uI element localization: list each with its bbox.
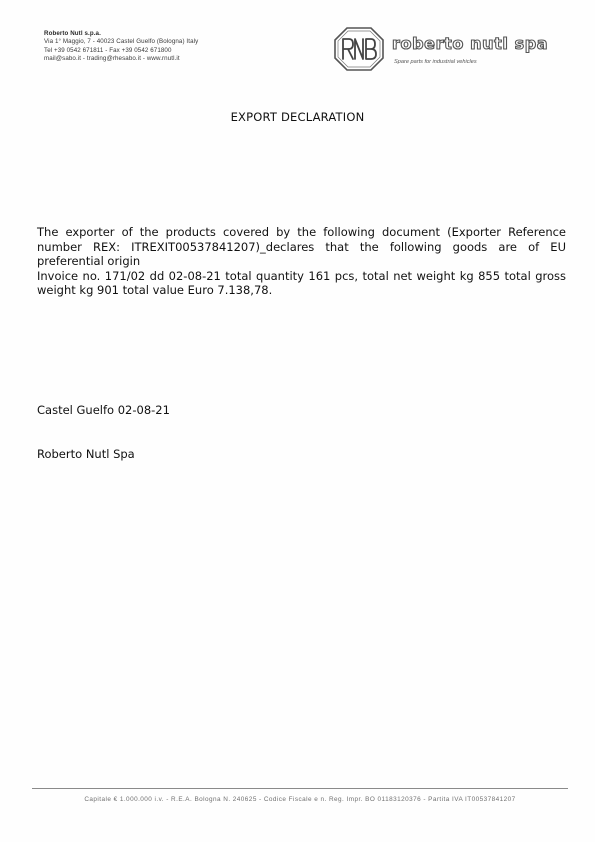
declaration-body: [37, 225, 566, 298]
footer-registration: Capitale € 1.000.000 i.v. - R.E.A. Bologna N. 240625 - Codice Fiscale e n. Reg. Impr. BO 01183120376 - Partita IVA IT00537841207: [84, 796, 516, 803]
company-name: Roberto Nutl s.p.a.: [44, 30, 101, 37]
company-logo: [333, 26, 569, 72]
declaration-statement: The exporter of the products covered by the following document (Exporter Reference number REX: ITREXIT00537841207)_declares that the following goods are of EU preferential origin: [37, 225, 566, 269]
place-and-date: Castel Guelfo 02-08-21: [37, 403, 170, 417]
rnb-monogram-logo: [333, 26, 385, 72]
company-details: [44, 30, 198, 63]
company-emails: mail@sabo.it - trading@rhesabo.it - www.rnutl.it: [44, 54, 180, 62]
brand-name: roberto nutl spa: [392, 34, 549, 53]
brand-tagline: Spare parts for industrial vehicles: [394, 59, 477, 65]
company-address: Via 1° Maggio, 7 - 40023 Castel Guelfo (Bologna) Italy: [44, 38, 199, 46]
signatory: Roberto Nutl Spa: [37, 447, 135, 461]
footer-divider: [32, 788, 568, 789]
company-phone-fax: Tel +39 0542 671811 - Fax +39 0542 671800: [44, 46, 172, 54]
document-title: EXPORT DECLARATION: [230, 110, 365, 124]
invoice-details: Invoice no. 171/02 dd 02-08-21 total quantity 161 pcs, total net weight kg 855 total gross weight kg 901 total value Euro 7.138,78.: [37, 268, 566, 298]
